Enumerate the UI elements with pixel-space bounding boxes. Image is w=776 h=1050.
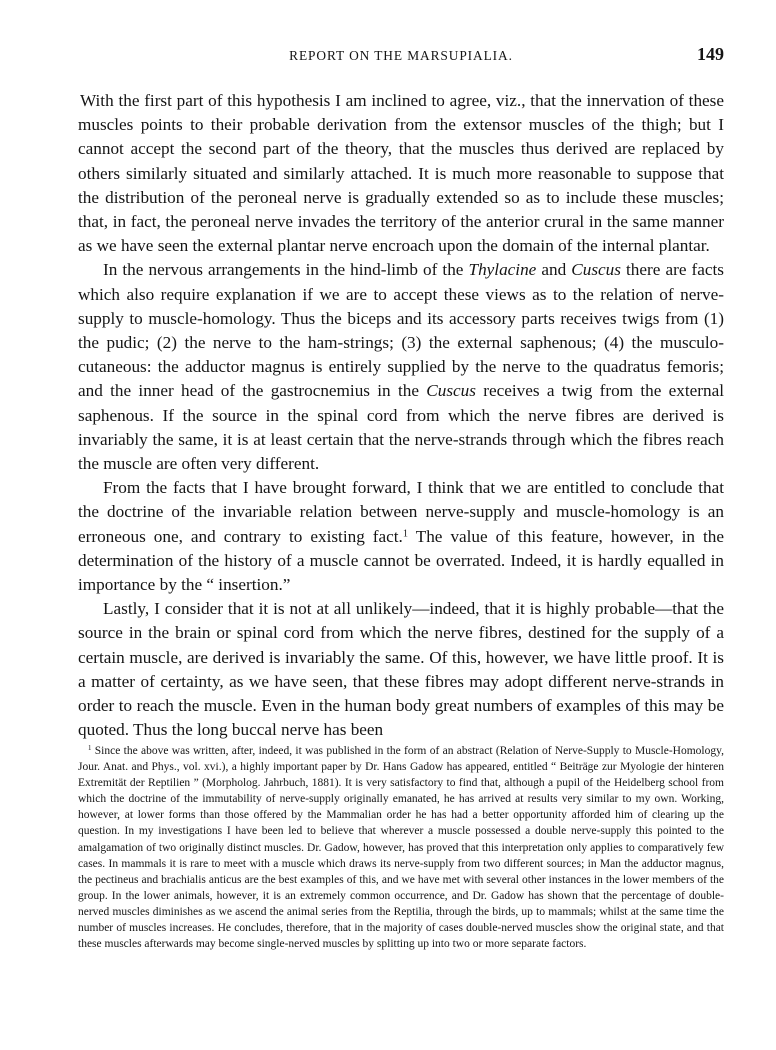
italic-text: Cuscus (426, 381, 476, 401)
page-header (78, 44, 724, 70)
paragraph (78, 476, 724, 597)
footnote-marker: 1 (88, 745, 92, 753)
text-run: Since the above was written, after, indeed, it was published in the form of an abstract (Relation of Nerve-Supply to Muscle-Homology, Jour. Anat. and Phys., vol. xvi.), a highly important paper by Dr. Hans Gadow has appeared, entitled “ Beiträge zur Myologie der hinteren Extremität der Reptilien ” (Morpholog. Jahrbuch, 1881). It is very satisfactory to find that, although a pupil of the Heidelberg school from which the doctrine of the immutability of nerve-supply originally emanated, he has arrived at results very similar to my own. Working, however, at lower forms than those offered by the Mammalian order he has had a better opportunity afforded him of clearing up the question. In my investigations I have been led to believe that wherever a muscle possessed a double nerve-supply this pointed to the amalgamation of two originally distinct muscles. Dr. Gadow, however, has proved that this interpretation only applies to comparatively few cases. In mammals it is rare to meet with a muscle which draws its nerve-supply from two different sources; in Man the adductor magnus, the pectineus and brachialis anticus are the best examples of this, and we have met with several other instances in the lower members of the group. In the lower animals, however, it is an extremely common occurrence, and Dr. Gadow has shown that the percentage of double-nerved muscles diminishes as we ascend the animal series from the Reptilia, through the birds, up to mammals; whilst at the same time the number of muscles increases. He concludes, therefore, that in the majority of cases double-nerved muscles show the original state, and that these muscles afterwards may become single-nerved muscles by splitting up into two or more separate factors. (78, 745, 724, 951)
text-run: The value of this feature, however, in the determination of the history of a muscle cannot be overrated. Indeed, it is hardly equalled in importance by the “ insertion.” (78, 526, 724, 595)
footnote-marker: 1 (402, 527, 409, 539)
paragraph (78, 89, 724, 258)
text-run: and (536, 260, 572, 280)
footnote (78, 743, 724, 952)
body-text (78, 89, 724, 742)
text-run: there are facts which also require explanation if we are to accept these views as to the relation of nerve-supply to muscle-homology. Thus the biceps and its accessory parts receives twigs from (1) the pudic; (2) the nerve to the ham-strings; (3) the external saphenous; (4) the musculo-cutaneous: the adductor magnus is entirely supplied by the nerve to the quadratus femoris; and the inner head of the gastrocnemius in the (78, 260, 724, 401)
italic-text: Thylacine (468, 260, 537, 280)
footnotes (78, 743, 724, 952)
text-run: Lastly, I consider that it is not at all unlikely—indeed, that it is highly probable—that the source in the brain or spinal cord from which the nerve fibres, destined for the supply of a certain muscle, are derived is invariably the same. Of this, however, we have little proof. It is a matter of certainty, as we have seen, that these fibres may adopt different nerve-strands in order to reach the muscle. Even in the human body great numbers of examples of this may be quoted. Thus the long buccal nerve has been (78, 599, 724, 740)
page-number: 149 (697, 44, 724, 64)
paragraph (78, 597, 724, 742)
italic-text: Cuscus (571, 260, 621, 280)
text-run: receives a twig from the external saphenous. If the source in the spinal cord from which the nerve fibres are derived is invariably the same, it is at least certain that the nerve-strands through which the fibres reach the muscle are often very different. (78, 381, 724, 474)
text-run: With the first part of this hypothesis I am inclined to agree, viz., that the innervation of these muscles points to their probable derivation from the extensor muscles of the thigh; but I cannot accept the second part of the theory, that the muscles thus derived are replaced by others similarly situated and similarly attached. It is much more reasonable to suppose that the distribution of the peroneal nerve is gradually extended so as to include these muscles; that, in fact, the peroneal nerve invades the territory of the anterior crural in the same manner as we have seen the external plantar nerve encroach upon the domain of the internal plantar. (78, 91, 724, 256)
paragraph (78, 258, 724, 476)
text-run: From the facts that I have brought forward, I think that we are entitled to conclude that the doctrine of the invariable relation between nerve-supply and muscle-homology is an erroneous one, and contrary to existing fact. (78, 478, 724, 546)
running-head: REPORT ON THE MARSUPIALIA. (289, 48, 513, 63)
text-run: In the nervous arrangements in the hind-limb of the (103, 260, 469, 280)
